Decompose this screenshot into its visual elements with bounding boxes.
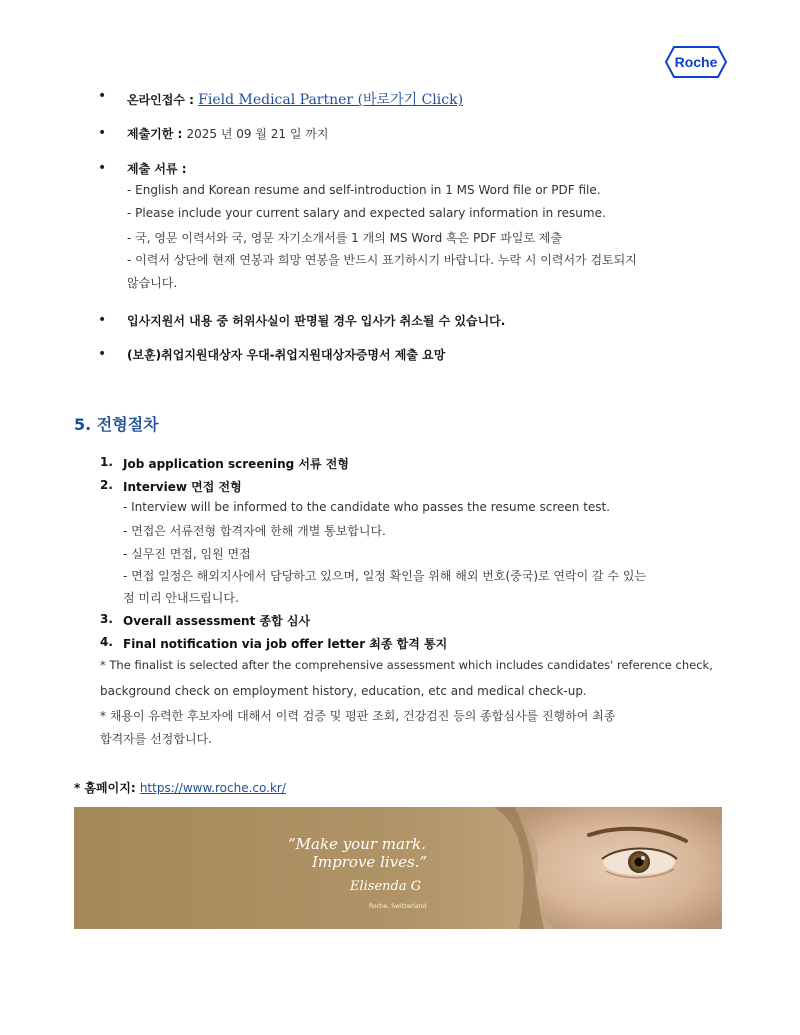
step-number: 1. bbox=[100, 455, 113, 469]
bullet-icon: • bbox=[98, 312, 107, 328]
banner-quote-line2: Improve lives.” bbox=[312, 853, 428, 871]
docs-line: 않습니다. bbox=[127, 276, 178, 290]
note-line: background check on employment history, education, etc and medical check-up. bbox=[100, 684, 587, 698]
apply-link[interactable]: Field Medical Partner (바로가기 Click) bbox=[198, 92, 464, 108]
step-number: 4. bbox=[100, 635, 113, 649]
step-text: Final notification via job offer letter 최종 합격 통지 bbox=[123, 637, 448, 651]
deadline-row bbox=[127, 125, 328, 142]
note-line: * 채용이 유력한 후보자에 대해서 이력 검증 및 평판 조회, 건강검진 등의 종합심사를 진행하여 최종 bbox=[100, 709, 616, 723]
banner-signature: Elisenda G bbox=[350, 879, 422, 894]
roche-logo bbox=[664, 45, 728, 79]
logo-text: Roche bbox=[674, 54, 718, 70]
docs-label: 제출 서류 : bbox=[127, 162, 187, 176]
note-line: 합격자를 선정합니다. bbox=[100, 732, 212, 746]
bullet-icon: • bbox=[98, 88, 107, 104]
interview-line: - 실무진 면접, 임원 면접 bbox=[123, 547, 251, 561]
step-text: Job application screening 서류 전형 bbox=[123, 457, 349, 471]
veteran-notice: (보훈)취업지원대상자 우대-취업지원대상자증명서 제출 요망 bbox=[127, 348, 446, 362]
interview-line: - Interview will be informed to the candidate who passes the resume screen test. bbox=[123, 500, 611, 514]
homepage-row bbox=[74, 779, 286, 796]
docs-line: - Please include your current salary and expected salary information in resume. bbox=[127, 206, 606, 220]
note-line: * The finalist is selected after the comprehensive assessment which includes candidates' reference check, bbox=[100, 658, 713, 672]
interview-line: - 면접은 서류전형 합격자에 한해 개별 통보합니다. bbox=[123, 524, 386, 538]
interview-line: - 면접 일정은 해외지사에서 담당하고 있으며, 일정 확인을 위해 해외 번호(중국)로 연락이 갈 수 있는 bbox=[123, 569, 647, 583]
false-info-notice: 입사지원서 내용 중 허위사실이 판명될 경우 입사가 취소될 수 있습니다. bbox=[127, 314, 506, 328]
bullet-icon: • bbox=[98, 346, 107, 362]
step-text: Interview 면접 전형 bbox=[123, 480, 242, 494]
docs-line: - 국, 영문 이력서와 국, 영문 자기소개서를 1 개의 MS Word 혹은 PDF 파일로 제출 bbox=[127, 231, 562, 245]
homepage-label: * 홈페이지: bbox=[74, 781, 140, 795]
bullet-icon: • bbox=[98, 160, 107, 176]
banner-image bbox=[74, 807, 722, 929]
docs-line: - English and Korean resume and self-introduction in 1 MS Word file or PDF file. bbox=[127, 183, 601, 197]
section-heading: 5. 전형절차 bbox=[74, 415, 159, 434]
step-number: 3. bbox=[100, 612, 113, 626]
banner-caption: Roche, Switzerland bbox=[369, 903, 427, 910]
bullet-icon: • bbox=[98, 125, 107, 141]
deadline-value: 2025 년 09 월 21 일 까지 bbox=[186, 127, 329, 141]
online-label: 온라인접수 : bbox=[127, 93, 199, 107]
step-text: Overall assessment 종합 심사 bbox=[123, 614, 311, 628]
docs-line: - 이력서 상단에 현재 연봉과 희망 연봉을 반드시 표기하시기 바랍니다. 누락 시 이력서가 검토되지 bbox=[127, 253, 637, 267]
step-number: 2. bbox=[100, 478, 113, 492]
deadline-label: 제출기한 : bbox=[127, 127, 187, 141]
interview-line: 점 미리 안내드립니다. bbox=[123, 591, 239, 605]
online-application-row bbox=[127, 89, 463, 109]
homepage-link[interactable]: https://www.roche.co.kr/ bbox=[139, 781, 286, 795]
banner-quote-line1: “Make your mark. bbox=[288, 835, 427, 853]
